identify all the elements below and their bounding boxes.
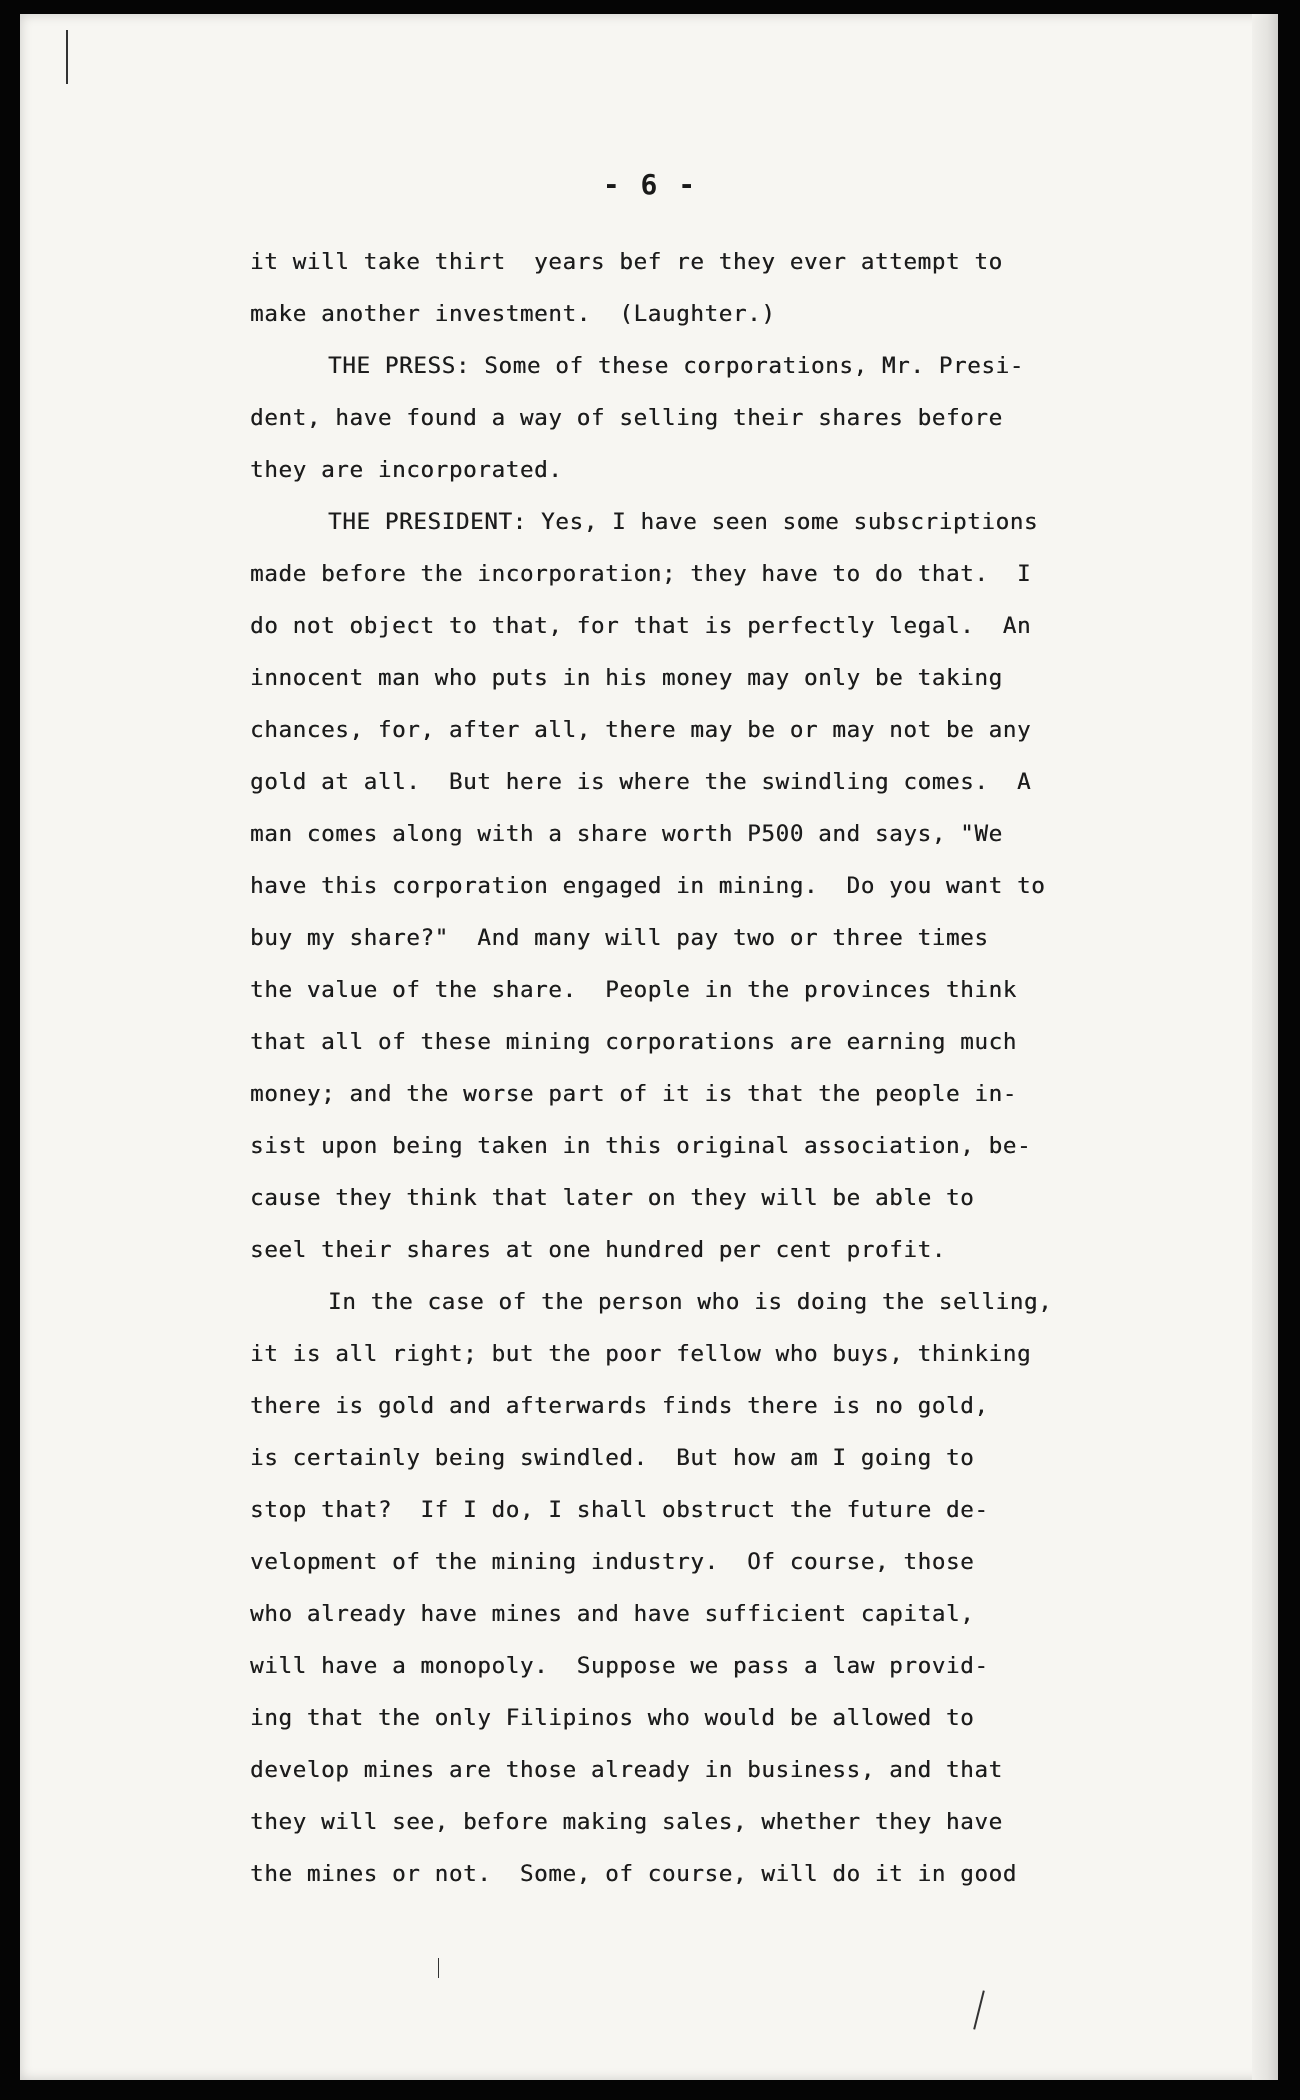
text-line: dent, have found a way of selling their shares before: [250, 405, 1003, 431]
text-line: ing that the only Filipinos who would be allowed to: [250, 1705, 975, 1731]
text-line: money; and the worse part of it is that the people in-: [250, 1081, 1017, 1107]
text-line: gold at all. But here is where the swindling comes. A: [250, 769, 1032, 795]
text-line: seel their shares at one hundred per cent profit.: [250, 1237, 946, 1263]
text-line: buy my share?" And many will pay two or three times: [250, 925, 989, 951]
text-line: cause they think that later on they will be able to: [250, 1185, 975, 1211]
text-line: have this corporation engaged in mining. Do you want to: [250, 873, 1046, 899]
text-line: do not object to that, for that is perfectly legal. An: [250, 613, 1032, 639]
text-line: stop that? If I do, I shall obstruct the future de-: [250, 1497, 989, 1523]
text-line: make another investment. (Laughter.): [250, 301, 776, 327]
text-line: that all of these mining corporations are earning much: [250, 1029, 1017, 1055]
text-line: made before the incorporation; they have to do that. I: [250, 561, 1032, 587]
scan-mark-bottom-left: [438, 1958, 439, 1978]
text-line: innocent man who puts in his money may only be taking: [250, 665, 1003, 691]
text-line: they are incorporated.: [250, 457, 563, 483]
text-line: THE PRESS: Some of these corporations, Mr. Presi-: [328, 353, 1024, 379]
text-line: the mines or not. Some, of course, will do it in good: [250, 1861, 1017, 1887]
text-line: it will take thirt years bef re they ever attempt to: [250, 249, 1003, 275]
text-line: man comes along with a share worth P500 and says, "We: [250, 821, 1003, 847]
typed-text-body: [250, 236, 1150, 1900]
text-line: THE PRESIDENT: Yes, I have seen some subscriptions: [328, 509, 1039, 535]
text-line: it is all right; but the poor fellow who buys, thinking: [250, 1341, 1032, 1367]
page-number: - 6 -: [602, 168, 698, 201]
text-line: they will see, before making sales, whether they have: [250, 1809, 1003, 1835]
text-line: chances, for, after all, there may be or may not be any: [250, 717, 1032, 743]
page-right-edge: [1252, 14, 1278, 2080]
text-line: In the case of the person who is doing the selling,: [328, 1289, 1053, 1315]
text-line: the value of the share. People in the provinces think: [250, 977, 1017, 1003]
text-line: who already have mines and have sufficient capital,: [250, 1601, 975, 1627]
text-line: velopment of the mining industry. Of course, those: [250, 1549, 975, 1575]
text-line: develop mines are those already in business, and that: [250, 1757, 1003, 1783]
scan-mark-top-left: [66, 30, 68, 84]
text-line: is certainly being swindled. But how am I going to: [250, 1445, 975, 1471]
text-line: sist upon being taken in this original association, be-: [250, 1133, 1032, 1159]
text-line: will have a monopoly. Suppose we pass a law provid-: [250, 1653, 989, 1679]
text-line: there is gold and afterwards finds there is no gold,: [250, 1393, 989, 1419]
